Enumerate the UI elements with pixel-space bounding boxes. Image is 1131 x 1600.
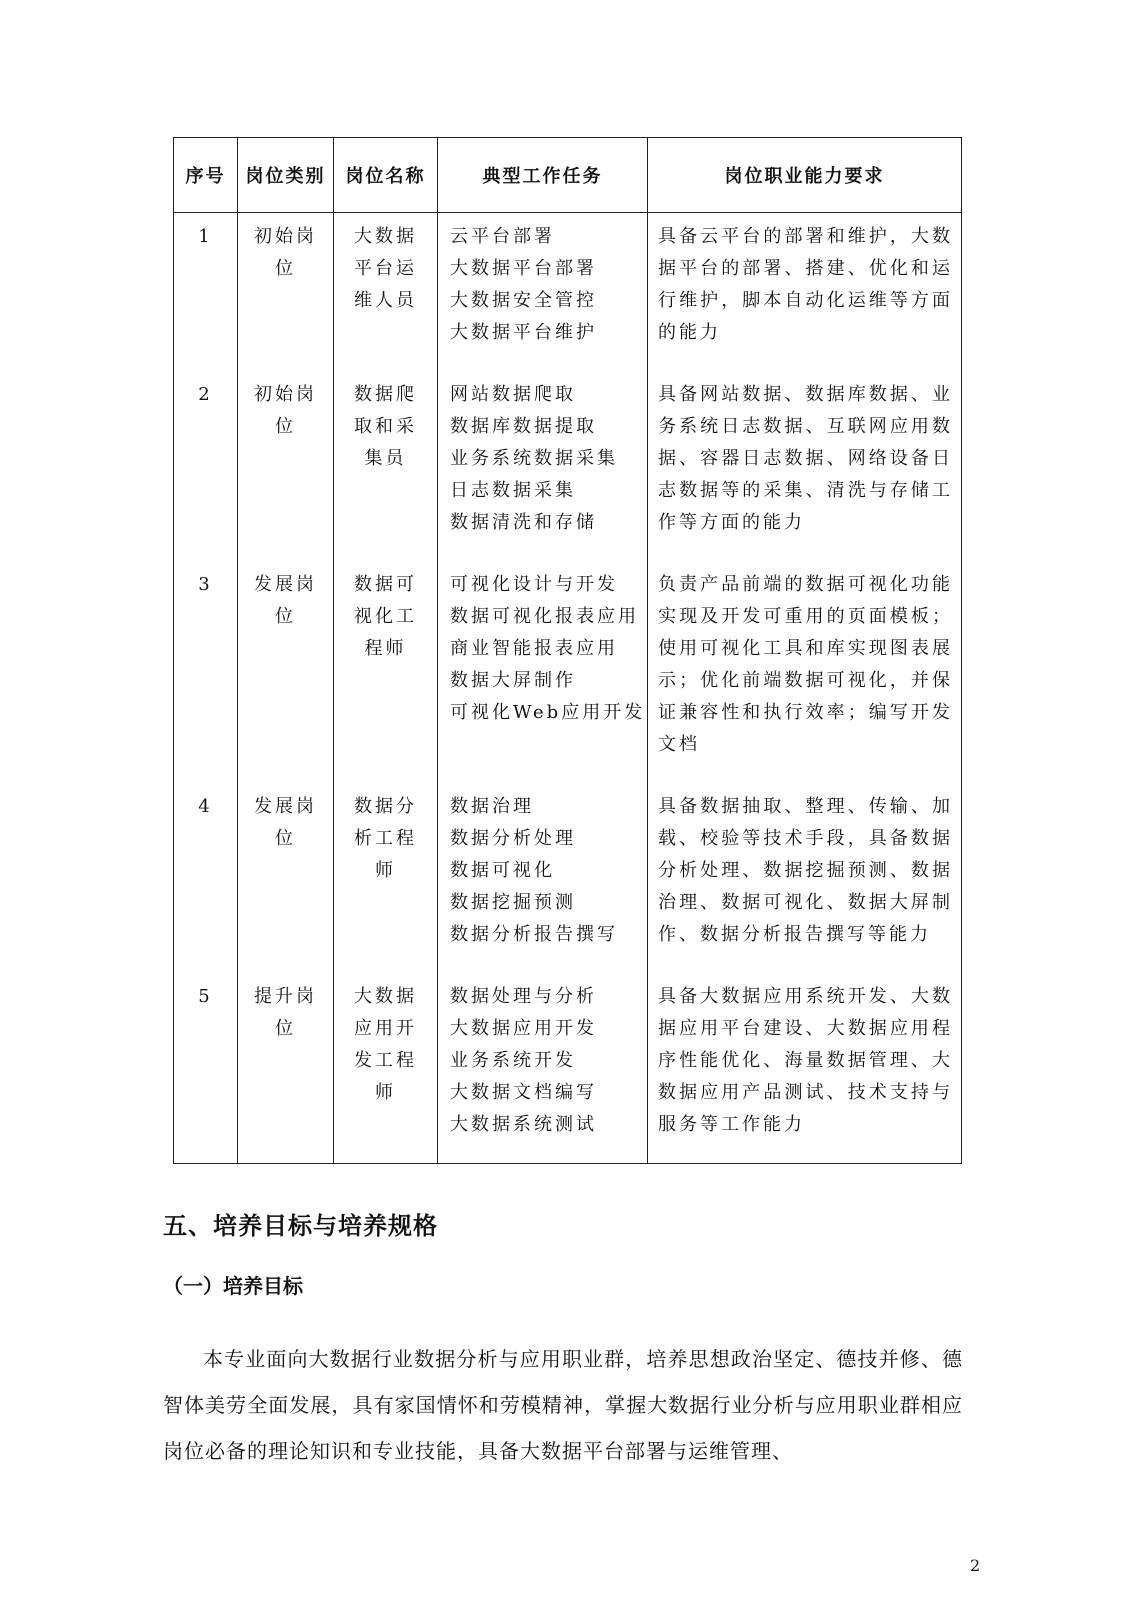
table-row (174, 783, 962, 973)
table-row (174, 973, 962, 1164)
cell-category: 发展岗位 (238, 561, 334, 783)
task-item: 网站数据爬取 (450, 384, 576, 405)
page-number: 2 (970, 1556, 981, 1575)
table-row (174, 213, 962, 372)
cell-requirements: 具备云平台的部署和维护，大数据平台的部署、搭建、优化和运行维护，脚本自动化运维等方面的能力 (648, 213, 962, 372)
cell-requirements: 具备数据抽取、整理、传输、加载、校验等技术手段，具备数据分析处理、数据挖掘预测、数据治理、数据可视化、数据大屏制作、数据分析报告撰写等能力 (648, 783, 962, 973)
cell-category: 初始岗位 (238, 213, 334, 372)
task-item: 数据库数据提取 (450, 416, 597, 437)
cell-position-name: 大数据应用开发工程师 (334, 973, 438, 1164)
cell-position-name: 数据分析工程师 (334, 783, 438, 973)
header-serial: 序号 (174, 138, 238, 213)
cell-serial: 4 (174, 783, 238, 973)
task-item: 可视化设计与开发 (450, 574, 618, 595)
cell-position-name: 大数据平台运维人员 (334, 213, 438, 372)
header-position-name: 岗位名称 (334, 138, 438, 213)
task-item: 可视化Web应用开发 (450, 702, 646, 723)
cell-category: 初始岗位 (238, 371, 334, 561)
cell-tasks (438, 213, 648, 372)
body-paragraph: 本专业面向大数据行业数据分析与应用职业群，培养思想政治坚定、德技并修、德智体美劳全面发展，具有家国情怀和劳模精神，掌握大数据行业分析与应用职业群相应岗位必备的理论知识和专业技能，具备大数据平台部署与运维管理、 (163, 1347, 963, 1463)
task-item: 业务系统数据采集 (450, 448, 618, 469)
task-item: 大数据系统测试 (450, 1114, 597, 1135)
task-item: 大数据安全管控 (450, 290, 597, 311)
cell-tasks (438, 561, 648, 783)
table-row (174, 561, 962, 783)
task-item: 日志数据采集 (450, 480, 576, 501)
subsection-heading: （一）培养目标 (163, 1274, 303, 1298)
task-item: 数据处理与分析 (450, 986, 597, 1007)
job-positions-table (173, 137, 962, 1164)
task-item: 数据可视化 (450, 860, 555, 881)
table-row (174, 371, 962, 561)
task-item: 大数据平台部署 (450, 258, 597, 279)
task-item: 数据可视化报表应用 (450, 606, 639, 627)
header-category: 岗位类别 (238, 138, 334, 213)
section-heading: 五、培养目标与培养规格 (163, 1212, 438, 1240)
task-item: 云平台部署 (450, 226, 555, 247)
cell-requirements: 负责产品前端的数据可视化功能实现及开发可重用的页面模板；使用可视化工具和库实现图表展示；优化前端数据可视化，并保证兼容性和执行效率；编写开发文档 (648, 561, 962, 783)
task-item: 大数据平台维护 (450, 322, 597, 343)
header-tasks: 典型工作任务 (438, 138, 648, 213)
cell-serial: 5 (174, 973, 238, 1164)
cell-requirements: 具备网站数据、数据库数据、业务系统日志数据、互联网应用数据、容器日志数据、网络设备日志数据等的采集、清洗与存储工作等方面的能力 (648, 371, 962, 561)
task-item: 数据挖掘预测 (450, 892, 576, 913)
cell-requirements: 具备大数据应用系统开发、大数据应用平台建设、大数据应用程序性能优化、海量数据管理、大数据应用产品测试、技术支持与服务等工作能力 (648, 973, 962, 1164)
task-item: 数据治理 (450, 796, 534, 817)
task-item: 大数据文档编写 (450, 1082, 597, 1103)
task-item: 数据清洗和存储 (450, 512, 597, 533)
table-header-row (174, 138, 962, 213)
cell-tasks (438, 783, 648, 973)
task-item: 业务系统开发 (450, 1050, 576, 1071)
cell-category: 发展岗位 (238, 783, 334, 973)
task-item: 数据分析处理 (450, 828, 576, 849)
task-item: 数据大屏制作 (450, 670, 576, 691)
cell-tasks (438, 973, 648, 1164)
cell-serial: 1 (174, 213, 238, 372)
cell-serial: 3 (174, 561, 238, 783)
cell-tasks (438, 371, 648, 561)
task-item: 数据分析报告撰写 (450, 924, 618, 945)
cell-position-name: 数据可视化工程师 (334, 561, 438, 783)
cell-position-name: 数据爬取和采集员 (334, 371, 438, 561)
cell-category: 提升岗位 (238, 973, 334, 1164)
task-item: 商业智能报表应用 (450, 638, 618, 659)
task-item: 大数据应用开发 (450, 1018, 597, 1039)
cell-serial: 2 (174, 371, 238, 561)
header-requirements: 岗位职业能力要求 (648, 138, 962, 213)
